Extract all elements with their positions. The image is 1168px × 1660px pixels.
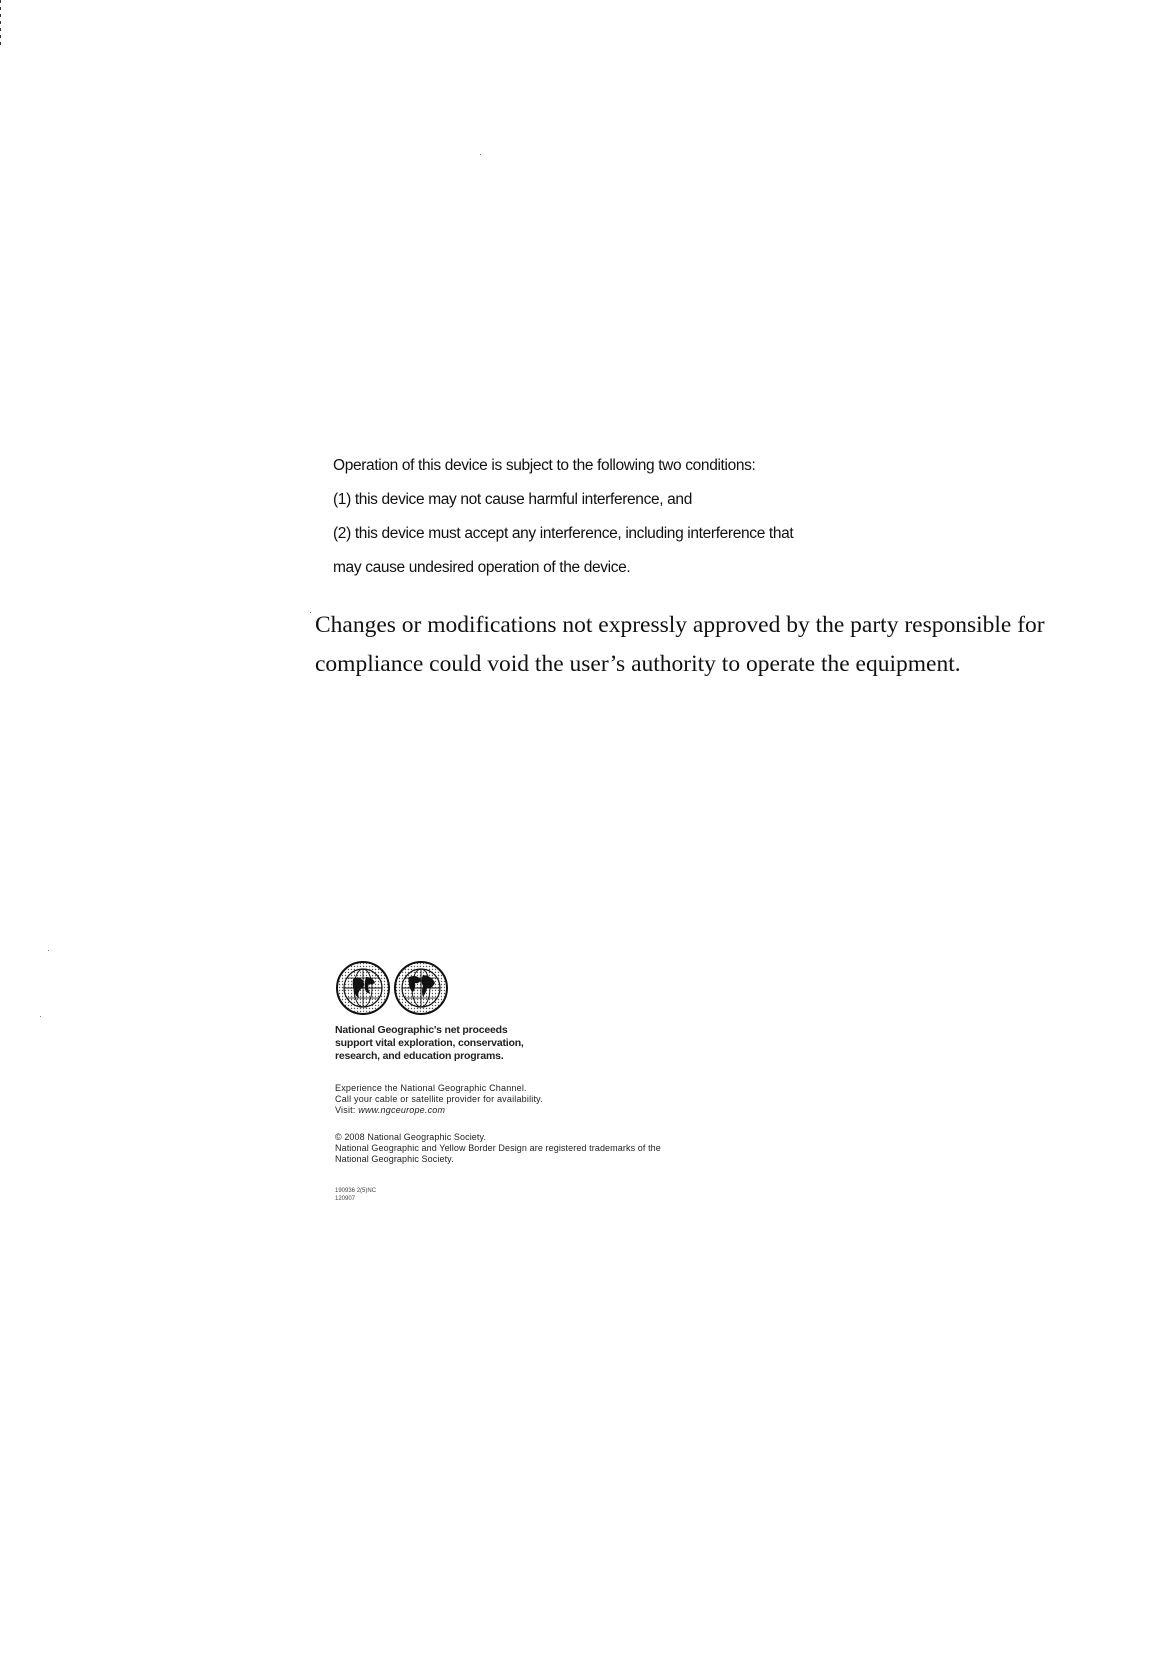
changes-notice bbox=[315, 606, 1075, 684]
channel-line: Experience the National Geographic Channel. bbox=[335, 1083, 527, 1093]
scan-speck bbox=[480, 154, 481, 155]
copyright-line: National Geographic and Yellow Border Design are registered trademarks of the bbox=[335, 1143, 661, 1153]
channel-line: Call your cable or satellite provider for availability. bbox=[335, 1094, 543, 1104]
scan-speck bbox=[48, 950, 49, 951]
fcc-line-intro: Operation of this device is subject to the following two conditions: bbox=[333, 457, 756, 474]
scan-speck bbox=[40, 1016, 41, 1017]
channel-visit bbox=[335, 1105, 815, 1116]
changes-line-2: compliance could void the user’s authority to operate the equipment. bbox=[315, 651, 961, 677]
right-globe bbox=[395, 962, 447, 1014]
scan-speck bbox=[310, 612, 311, 613]
ng-tagline bbox=[335, 1024, 815, 1063]
print-code: 190936 2(5)NC bbox=[335, 1188, 377, 1194]
margin-scan-mark bbox=[0, 0, 1, 48]
tagline-line: research, and education programs. bbox=[335, 1050, 504, 1062]
tagline-line: support vital exploration, conservation, bbox=[335, 1037, 524, 1049]
copyright-notice bbox=[335, 1132, 815, 1165]
print-codes bbox=[335, 1187, 815, 1203]
fcc-conditions bbox=[333, 456, 893, 592]
channel-promo bbox=[335, 1083, 815, 1116]
visit-label: Visit: bbox=[335, 1105, 359, 1115]
copyright-line: © 2008 National Geographic Society. bbox=[335, 1132, 487, 1142]
fcc-condition-2: (2) this device must accept any interference, including interference that bbox=[333, 525, 794, 542]
changes-line-1: Changes or modifications not expressly approved by the party responsible for bbox=[315, 612, 1045, 638]
fcc-condition-1: (1) this device may not cause harmful interference, and bbox=[333, 491, 692, 508]
twin-globe-icon bbox=[335, 959, 450, 1017]
footer bbox=[335, 1024, 815, 1203]
channel-url: www.ngceurope.com bbox=[358, 1105, 446, 1115]
tagline-line: National Geographic's net proceeds bbox=[335, 1024, 508, 1036]
left-globe bbox=[337, 962, 389, 1014]
copyright-line: National Geographic Society. bbox=[335, 1154, 454, 1164]
print-code: 120907 bbox=[335, 1196, 356, 1202]
fcc-condition-2-cont: may cause undesired operation of the device. bbox=[333, 559, 631, 576]
